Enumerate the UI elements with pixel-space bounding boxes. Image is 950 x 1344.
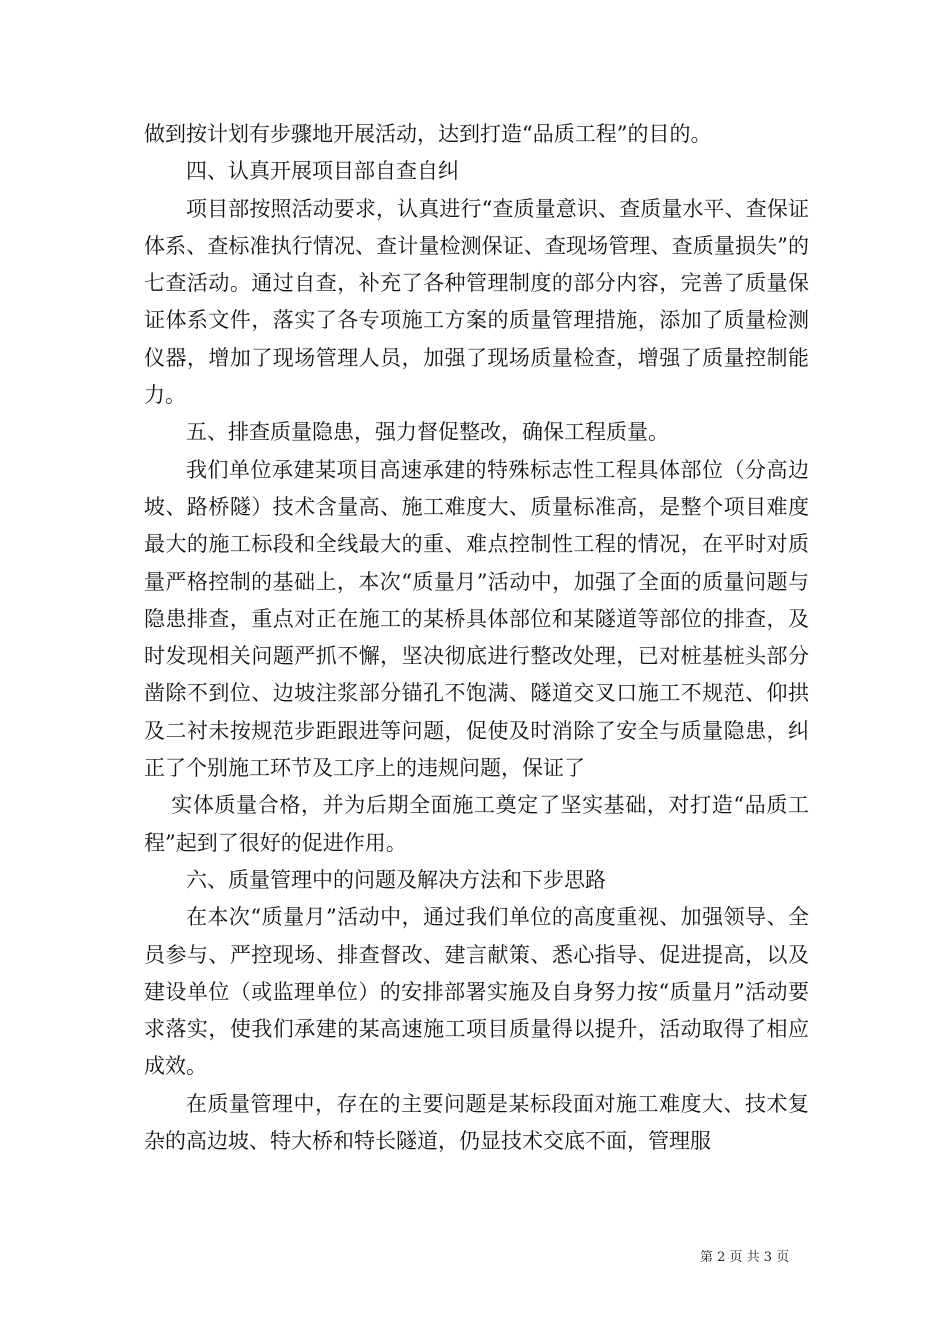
paragraph-main-problems: 在质量管理中，存在的主要问题是某标段面对施工难度大、技术复杂的高边坡、特大桥和特长隧道，仍显技术交底不面，管理服: [144, 1091, 809, 1154]
paragraph-quality-result: 实体质量合格，并为后期全面施工奠定了坚实基础，对打造“品质工程”起到了很好的促进作用。: [144, 793, 809, 855]
paragraph-activity-results: 在本次“质量月”活动中，通过我们单位的高度重视、加强领导、全员参与、严控现场、排查督改、建言献策、悉心指导、促进提高，以及建设单位（或监理单位）的安排部署实施及自身努力按“质量月”活动要求落实，使我们承建的某高速施工项目质量得以提升，活动取得了相应成效。: [144, 905, 809, 1079]
document-body: [144, 116, 809, 1160]
paragraph-self-inspection: 项目部按照活动要求，认真进行“查质量意识、查质量水平、查保证体系、查标准执行情况、查计量检测保证、查现场管理、查质量损失”的七查活动。通过自查，补充了各种管理制度的部分内容，完善了质量保证体系文件，落实了各专项施工方案的质量管理措施，添加了质量检测仪器，增加了现场管理人员，加强了现场质量检查，增强了质量控制能力。: [144, 196, 809, 408]
paragraph-continuation: 做到按计划有步骤地开展活动，达到打造“品质工程”的目的。: [144, 122, 712, 146]
section-heading-5: 五、排查质量隐患，强力督促整改，确保工程质量。: [186, 420, 669, 445]
section-heading-4: 四、认真开展项目部自查自纠: [186, 159, 459, 184]
page-number-footer: 第 2 页 共 3 页: [700, 1250, 790, 1265]
paragraph-hazard-inspection: 我们单位承建某项目高速承建的特殊标志性工程具体部位（分高边坡、路桥隧）技术含量高、施工难度大、质量标准高，是整个项目难度最大的施工标段和全线最大的重、难点控制性工程的情况，在平时对质量严格控制的基础上，本次“质量月”活动中，加强了全面的质量问题与隐患排查，重点对正在施工的某桥具体部位和某隧道等部位的排查，及时发现相关问题严抓不懈，坚决彻底进行整改处理，已对桩基桩头部分凿除不到位、边坡注浆部分锚孔不饱满、隧道交叉口施工不规范、仰拱及二衬未按规范步距跟进等问题，促使及时消除了安全与质量隐患，纠正了个别施工环节及工序上的违规问题，保证了: [144, 457, 809, 781]
section-heading-6: 六、质量管理中的问题及解决方法和下步思路: [186, 867, 606, 892]
